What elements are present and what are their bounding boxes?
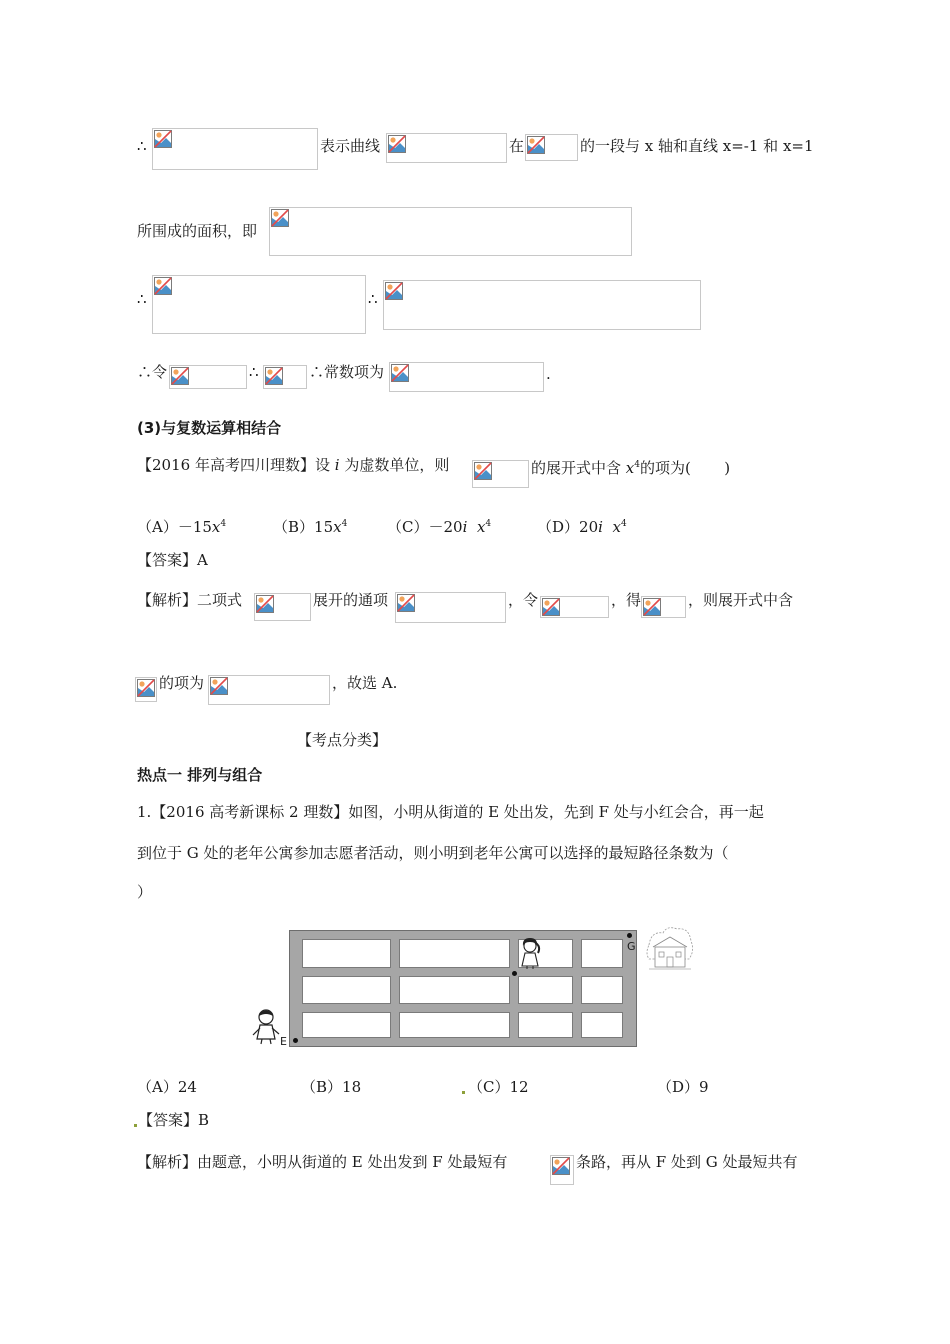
broken-image-icon: [391, 364, 409, 382]
text-segment: 表示曲线: [320, 137, 381, 155]
explanation-text: 的项为: [159, 674, 205, 692]
formula-image: [389, 362, 544, 392]
text-segment: ∴令: [137, 363, 168, 381]
text-segment: 在: [509, 137, 525, 155]
broken-image-icon: [542, 598, 560, 616]
city-block: [581, 939, 623, 968]
variable-i: i: [334, 456, 340, 474]
option-b: $(B)15x^4$: [273, 518, 348, 536]
broken-image-icon: [271, 209, 289, 227]
formula-image: [525, 134, 578, 161]
explanation-text: 展开的通项: [313, 591, 389, 609]
broken-image-icon: [137, 679, 155, 697]
broken-image-icon: [265, 367, 283, 385]
broken-image-icon: [385, 282, 403, 300]
formula-image: [386, 133, 507, 163]
formula-image: [254, 593, 311, 621]
street-map-figure: [250, 925, 700, 1050]
therefore-symbol: ∴: [249, 363, 259, 381]
formula-image: [550, 1155, 574, 1185]
formula-image: [152, 128, 318, 170]
explanation-text: 【解析】由题意，小明从街道的 E 处出发到 F 处最短有: [137, 1153, 508, 1171]
label-e: E: [280, 1035, 287, 1048]
broken-image-icon: [643, 598, 661, 616]
variable-x: x: [625, 459, 635, 477]
formula-image: [383, 280, 701, 330]
formula-image: [540, 596, 609, 618]
question-stem-tail: [531, 455, 730, 478]
city-block: [581, 1012, 623, 1038]
text-segment: 为虚数单位，则: [344, 456, 450, 474]
text-segment: 的展开式中含: [531, 459, 622, 477]
city-block: [581, 976, 623, 1004]
formula-image: [641, 596, 686, 618]
broken-image-icon: [171, 367, 189, 385]
city-block: [399, 939, 510, 968]
text-segment: 设: [314, 456, 330, 474]
city-block: [302, 976, 391, 1004]
text-segment: ): [724, 459, 731, 477]
formula-image: [269, 207, 632, 256]
point-g: [627, 933, 632, 938]
apartment-building-icon: [645, 925, 695, 977]
broken-image-icon: [527, 136, 545, 154]
therefore-symbol: ∴: [368, 290, 378, 308]
label-g: G: [627, 940, 636, 953]
broken-image-icon: [154, 277, 172, 295]
broken-image-icon: [256, 595, 274, 613]
broken-image-icon: [388, 135, 406, 153]
section-heading: (3)与复数运算相结合: [137, 419, 282, 437]
option-a: $(A)-15x^4$: [137, 518, 227, 536]
broken-image-icon: [552, 1157, 570, 1175]
point-e: [293, 1038, 298, 1043]
point-f: [512, 971, 517, 976]
city-block: [302, 1012, 391, 1038]
therefore-symbol: ∴: [137, 137, 147, 155]
explanation-text: ，令: [508, 591, 539, 609]
text-segment: .: [546, 365, 551, 383]
city-block: [518, 976, 573, 1004]
option-c: （C）－20i $x^4$: [387, 518, 492, 536]
marker-dot: [462, 1091, 465, 1094]
explanation-text: 【解析】二项式: [137, 591, 243, 609]
formula-image: [263, 365, 307, 389]
text-segment: 的一段与 x 轴和直线 x=-1 和 x=1: [580, 137, 814, 155]
formula-image: [208, 675, 330, 705]
explanation-text: ，则展开式中含: [688, 591, 794, 609]
boy-figure-icon: [250, 1007, 284, 1045]
formula-image: [152, 275, 366, 334]
city-block: [399, 1012, 510, 1038]
city-block: [302, 939, 391, 968]
option-d: （D）20i $x^4$: [537, 518, 627, 536]
option-b: （B）18: [301, 1078, 362, 1096]
broken-image-icon: [397, 594, 415, 612]
hot-point-heading: 热点一 排列与组合: [137, 766, 263, 784]
broken-image-icon: [210, 677, 228, 695]
category-heading: 【考点分类】: [297, 731, 388, 749]
formula-image: [395, 592, 506, 623]
question-line: ）: [137, 883, 153, 901]
broken-image-icon: [474, 462, 492, 480]
therefore-symbol: ∴: [137, 290, 147, 308]
formula-image: [135, 677, 157, 702]
option-c: （C）12: [468, 1078, 529, 1096]
answer: 【答案】A: [137, 551, 208, 569]
option-d: （D）9: [657, 1078, 709, 1096]
text-segment: ∴常数项为: [309, 363, 385, 381]
question-stem: [137, 455, 449, 475]
question-source: 【2016 年高考四川理数】: [137, 456, 315, 474]
city-block: [399, 976, 510, 1004]
exponent: 4: [634, 460, 640, 470]
text-segment: 的项为(: [640, 459, 691, 477]
question-line: 1.【2016 高考新课标 2 理数】如图，小明从街道的 E 处出发，先到 F 处与小红会合，再一起: [137, 803, 764, 821]
girl-figure-icon: [518, 937, 542, 969]
answer: 【答案】B: [138, 1111, 210, 1129]
explanation-text: ，故选 A.: [332, 674, 398, 692]
marker-dot: [134, 1124, 137, 1127]
formula-image: [472, 460, 529, 488]
option-a: （A）24: [137, 1078, 197, 1096]
formula-image: [169, 365, 247, 389]
question-line: 到位于 G 处的老年公寓参加志愿者活动，则小明到老年公寓可以选择的最短路径条数为（: [137, 844, 729, 862]
explanation-text: ，得: [611, 591, 642, 609]
city-block: [518, 1012, 573, 1038]
text-segment: 所围成的面积，即: [137, 222, 258, 240]
broken-image-icon: [154, 130, 172, 148]
explanation-text: 条路，再从 F 处到 G 处最短共有: [576, 1153, 798, 1171]
